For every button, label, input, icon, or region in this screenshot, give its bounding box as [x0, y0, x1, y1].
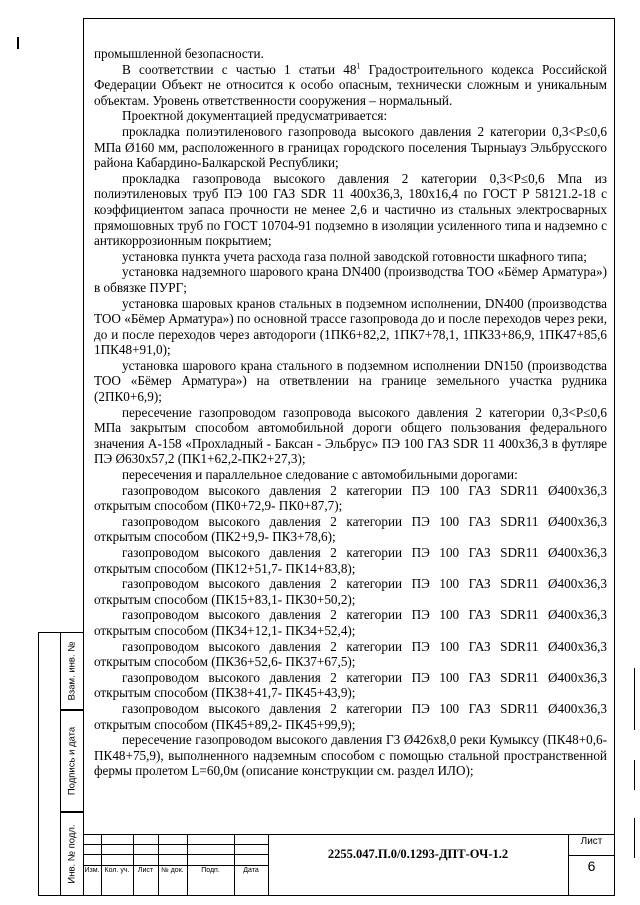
paragraph	[94, 467, 607, 483]
edge-mark	[634, 668, 635, 730]
paragraph-text: газопроводом высокого давления 2 категории ПЭ 100 ГАЗ SDR11 Ø400х36,3 открытым способом (ПК2+9,9- ПК3+78,6);	[94, 513, 607, 545]
signature-date-cell	[60, 710, 83, 812]
paragraph	[94, 701, 607, 732]
col-ndok: № док.	[161, 867, 184, 874]
edge-mark	[634, 760, 635, 790]
paragraph	[94, 405, 607, 467]
paragraph-text: газопроводом высокого давления 2 категории ПЭ 100 ГАЗ SDR11 Ø400х36,3 открытым способом (ПК0+72,9- ПК0+87,7);	[94, 482, 607, 514]
margin-mark	[17, 37, 19, 49]
paragraph	[94, 607, 607, 638]
document-body	[94, 46, 607, 779]
paragraph	[94, 483, 607, 514]
paragraph	[94, 545, 607, 576]
inv-orig-cell	[60, 812, 83, 896]
title-block	[83, 834, 615, 896]
replaced-inv-label: Взам. инв. №	[66, 641, 78, 701]
paragraph-text: установка надземного шарового крана DN400 (производства ТОО «Бёмер Арматура») в обвязке ПУРГ;	[94, 264, 607, 295]
paragraph	[94, 171, 607, 249]
paragraph-text: установка пункта учета расхода газа полной заводской готовности шкафного типа;	[122, 248, 587, 264]
paragraph	[94, 732, 607, 779]
paragraph-text: установка шаровых кранов стальных в подземном исполнении, DN400 (производства ТОО «Бёмер Арматура») по основной трассе газопровода до и после переходов через реки, до и после переходов через автодороги (1ПК6+82,2, 1ПК7+78,1, 1ПК33+86,9, 1ПК47+85,6 1ПК48+91,0);	[94, 295, 608, 358]
paragraph-text: газопроводом высокого давления 2 категории ПЭ 100 ГАЗ SDR11 Ø400х36,3 открытым способом (ПК38+41,7- ПК45+43,9);	[94, 669, 607, 701]
paragraph	[94, 576, 607, 607]
superscript: 1	[356, 61, 361, 71]
signature-date-label: Подпись и дата	[66, 726, 78, 796]
paragraph	[94, 108, 607, 124]
paragraph-text: пересечение газопроводом газопровода высокого давления 2 категории 0,3<P≤0,6 МПа закрытым способом автомобильной дороги общего пользования федерального значения А-158 «Прохладный - Баксан - Эльбрус» ПЭ 100 ГАЗ SDR 11 400х36,3 в футляре ПЭ Ø630х57,2 (ПК1+62,2-ПК2+27,3);	[94, 404, 607, 467]
paragraph	[94, 62, 607, 109]
col-kol: Кол. уч.	[104, 867, 130, 874]
paragraph-text: газопроводом высокого давления 2 категории ПЭ 100 ГАЗ SDR11 Ø400х36,3 открытым способом (ПК45+89,2- ПК45+99,9);	[94, 700, 607, 732]
paragraph-text: установка шарового крана стального в подземном исполнении DN150 (производства ТОО «Бёмер Арматура») на ответвлении на границе земельного участка рудника (2ПК0+6,9);	[94, 357, 607, 405]
paragraph	[94, 514, 607, 545]
col-podp: Подп.	[201, 867, 220, 874]
replaced-inv-cell	[60, 632, 83, 710]
paragraph-text: В соответствии с частью 1 статьи 48	[122, 61, 357, 77]
side-strip	[60, 632, 83, 896]
paragraph-text: пересечение газопроводом высокого давления Г3 Ø426х8,0 реки Кумыксу (ПК48+0,6-ПК48+75,9), выполненного надземным способом с помощью стальной пространственной фермы пролетом L=60,0м (описание конструкции см. раздел ИЛО);	[94, 732, 607, 779]
inv-orig-label: Инв. № подл.	[66, 824, 78, 884]
paragraph	[94, 296, 607, 358]
col-list: Лист	[137, 867, 154, 874]
paragraph	[94, 124, 607, 171]
col-data: Дата	[243, 867, 259, 874]
side-strip-outer	[38, 632, 60, 896]
paragraph	[94, 639, 607, 670]
paragraph-text: газопроводом высокого давления 2 категории ПЭ 100 ГАЗ SDR11 Ø400х36,3 открытым способом (ПК36+52,6- ПК37+67,5);	[94, 638, 607, 670]
sheet-number: 6	[587, 858, 596, 874]
paragraph-text: промышленной безопасности.	[94, 46, 264, 61]
paragraph-text: пересечения и параллельное следование с автомобильными дорогами:	[122, 467, 518, 483]
paragraph	[94, 46, 607, 62]
paragraph-text-cont: Градостроительного кодекса Российской Федерации Объект не относится к особо опасным, технически сложным и уникальным объектам. Уровень ответственности сооружения – нормальный.	[94, 61, 607, 108]
paragraph-text: газопроводом высокого давления 2 категории ПЭ 100 ГАЗ SDR11 Ø400х36,3 открытым способом (ПК34+12,1- ПК34+52,4);	[94, 607, 607, 638]
sheet-label: Лист	[580, 836, 603, 847]
paragraph-text: Проектной документацией предусматривается:	[122, 108, 388, 124]
paragraph	[94, 670, 607, 701]
paragraph	[94, 358, 607, 405]
paragraph-text: прокладка газопровода высокого давления 2 категории 0,3<P≤0,6 Мпа из полиэтиленовых труб ПЭ 100 ГАЗ SDR 11 400х36,3, 180х16,4 по ГОСТ Р 58121.2-18 с коэффициентом запаса прочности не менее 2,6 и частично из стальных электросварных прямошовных труб по ГОСТ 10704-91 подземно в изоляции усиленного типа и надземно с антикоррозионным покрытием;	[94, 170, 607, 249]
paragraph	[94, 249, 607, 265]
document-code: 2255.047.П.0/0.1293-ДПТ-ОЧ-1.2	[327, 847, 509, 861]
paragraph-text: газопроводом высокого давления 2 категории ПЭ 100 ГАЗ SDR11 Ø400х36,3 открытым способом (ПК15+83,1- ПК30+50,2);	[94, 576, 607, 607]
col-izm: Изм.	[84, 867, 100, 874]
paragraph-text: газопроводом высокого давления 2 категории ПЭ 100 ГАЗ SDR11 Ø400х36,3 открытым способом (ПК12+51,7- ПК14+83,8);	[94, 545, 607, 576]
paragraph-text: прокладка полиэтиленового газопровода высокого давления 2 категории 0,3<P≤0,6 МПа Ø160 мм, расположенного в границах городского поселения Тырныауз Эльбрусского района Кабардино-Балкарской Республики;	[94, 123, 607, 171]
paragraph	[94, 264, 607, 295]
edge-mark	[634, 818, 635, 858]
